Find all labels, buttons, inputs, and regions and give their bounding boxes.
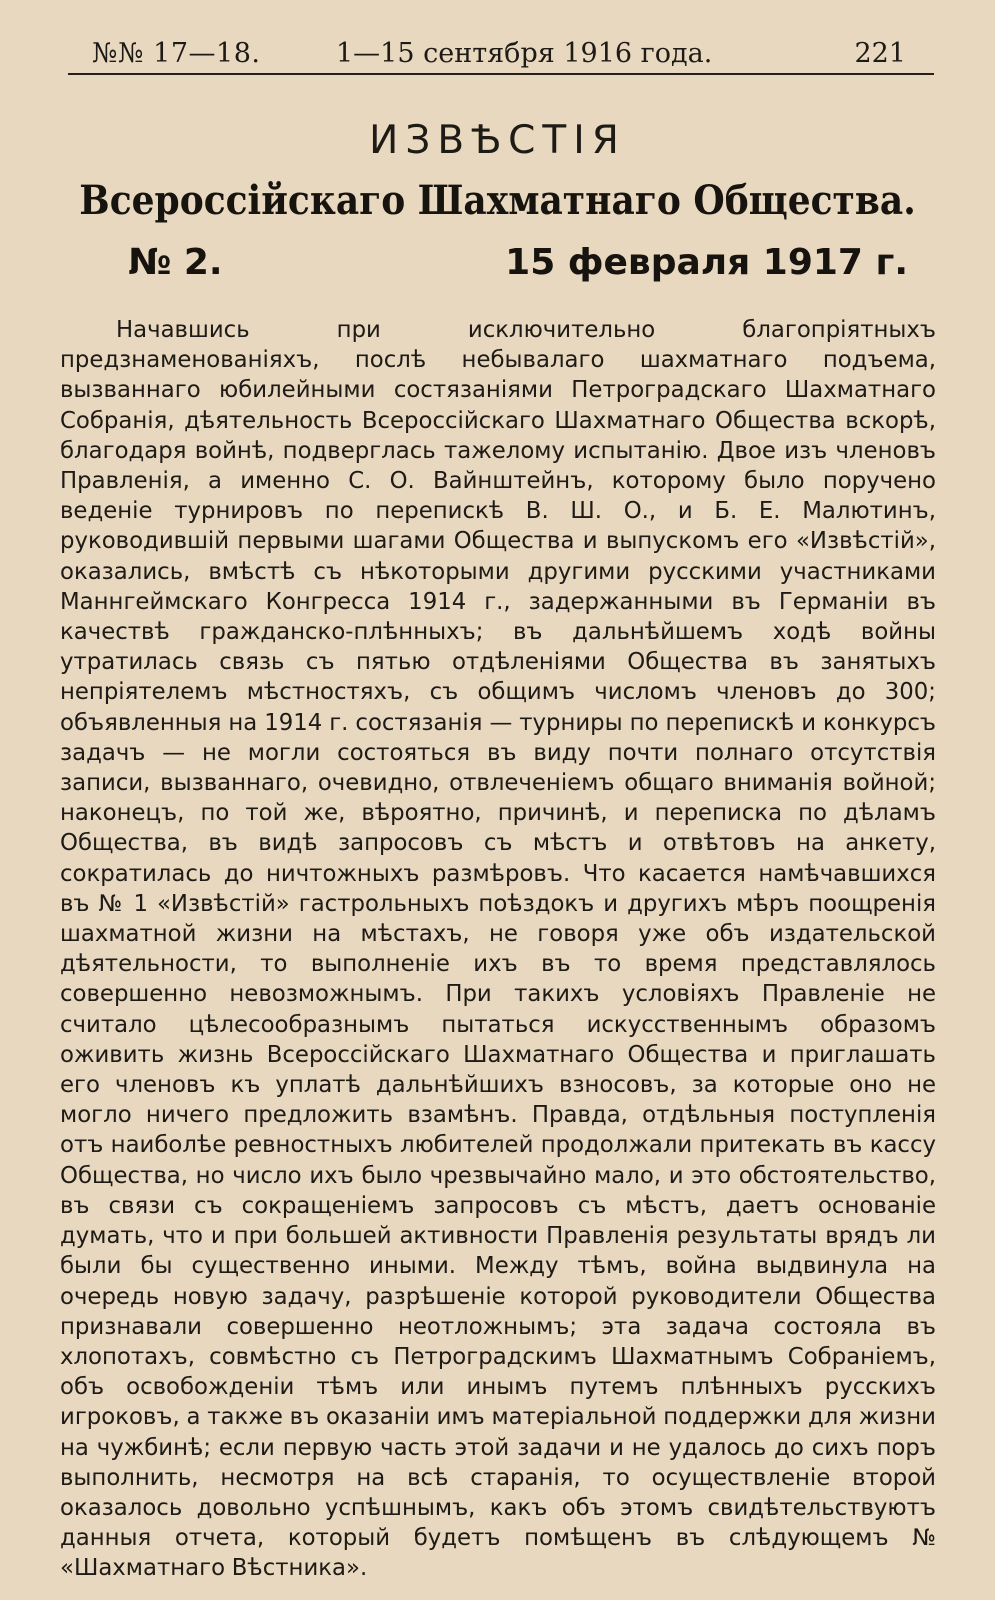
body-paragraph: Начавшись при исключительно благопріятныхъ предзнаменованіяхъ, послѣ небывалаго шахматнаго подъема, вызваннаго юбилейными состязаніями Петроградскаго Шахматнаго Собранія, дѣятельность Всероссійскаго Шахматнаго Общества вскорѣ, благодаря войнѣ, подверглась тажелому испытанію. Двое изъ членовъ Правленія, а именно С. О. Вайнштейнъ, которому было поручено веденіе турнировъ по перепискѣ В. Ш. О., и Б. Е. Малютинъ, руководившій первыми шагами Общества и выпускомъ его «Извѣстій», оказались, вмѣстѣ съ нѣкоторыми другими русскими участниками Маннгеймскаго Конгресса 1914 г., задержанными въ Германіи въ качествѣ гражданско-плѣнныхъ; въ дальнѣйшемъ ходѣ войны утратилась связь съ пятью отдѣленіями Общества въ занятыхъ непріятелемъ мѣстностяхъ, съ общимъ числомъ членовъ до 300; объявленныя на 1914 г. состязанія — турниры по перепискѣ и конкурсъ задачъ — не могли состояться въ виду почти полнаго отсутствія записи, вызваннаго, очевидно, отвлеченіемъ общаго вниманія войной; наконецъ, по той же, вѣроятно, причинѣ, и переписка по дѣламъ Общества, въ видѣ запросовъ съ мѣстъ и отвѣтовъ на анкету, сократилась до ничтожныхъ размѣровъ. Что касается намѣчавшихся въ № 1 «Извѣстій» гастрольныхъ поѣздокъ и другихъ мѣръ поощренія шахматной жизни на мѣстахъ, не говоря уже объ издательской дѣятельности, то выполненіе ихъ въ то время представлялось совершенно невозможнымъ. При такихъ условіяхъ Правленіе не считало цѣлесообразнымъ пытаться искусственнымъ образомъ оживить жизнь Всероссійскаго Шахматнаго Общества и приглашать его членовъ къ уплатѣ дальнѣйшихъ взносовъ, за которые оно не могло ничего предложить взамѣнъ. Правда, отдѣльныя поступленія отъ наиболѣе ревностныхъ любителей продолжали притекать въ кассу Общества, но число ихъ было чрезвычайно мало, и это обстоятельство, въ связи съ сокращеніемъ запросовъ съ мѣстъ, даетъ основаніе думать, что и при большей активности Правленія результаты врядъ ли были бы существенно иными. Между тѣмъ, война выдвинула на очередь новую задачу, разрѣшеніе которой руководители Общества признавали совершенно неотложнымъ; эта задача состояла въ хлопотахъ, совмѣстно съ Петроградскимъ Шахматнымъ Собраніемъ, объ освобожденіи тѣмъ или инымъ путемъ плѣнныхъ русскихъ игроковъ, а также въ оказаніи имъ матеріальной поддержки для жизни на чужбинѣ; если первую часть этой задачи и не удалось до сихъ поръ выполнить, несмотря на всѣ старанія, то осуществленіе второй оказалось довольно успѣшнымъ, какъ объ этомъ свидѣтельствуютъ данныя отчета, который будетъ помѣщенъ въ слѣдующемъ № «Шахматнаго Вѣстника». xyxy=(60,317,936,1582)
publication-title: ИЗВѢСТІЯ xyxy=(369,118,626,163)
publication-subtitle: Всероссійскаго Шахматнаго Общества. xyxy=(79,177,916,224)
header-rule xyxy=(68,73,934,75)
running-head xyxy=(68,34,934,74)
issue-number: № 2. xyxy=(128,242,223,283)
issue-date: 15 февраля 1917 г. xyxy=(505,242,908,283)
page-number: 221 xyxy=(854,38,906,69)
running-head-date: 1—15 сентября 1916 года. xyxy=(336,38,713,69)
issue-line xyxy=(128,242,908,292)
running-head-issue: №№ 17—18. xyxy=(92,38,261,69)
